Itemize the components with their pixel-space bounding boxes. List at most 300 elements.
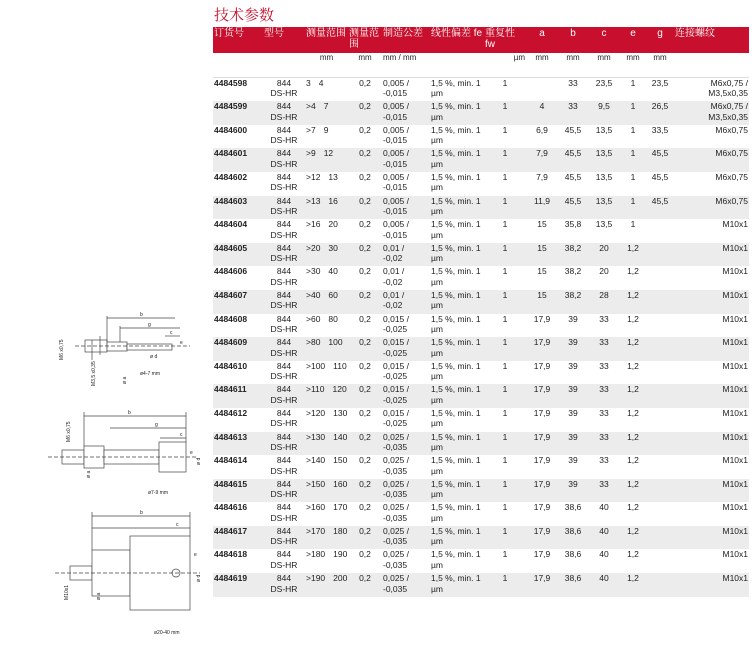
d1-thread-1: M6 x0,75 [59,339,65,360]
value-model2: DS-HR [270,253,298,264]
value-range2: 0,2 [359,549,371,560]
value-tol1: 0,015 / [383,313,409,324]
value-model1: 844 [276,266,292,277]
value-range2: 0,2 [359,313,371,324]
value-range2: 0,2 [359,219,371,230]
cell-e [620,101,646,125]
cell-linearity [430,101,484,125]
value-tol2: -0,035 [383,583,408,594]
cell-b [558,125,588,149]
unit-range: mm [305,53,348,77]
value-tol2: -0,02 [383,276,403,287]
value-tol1: 0,005 / [383,77,409,88]
cell-a [526,219,558,243]
value-tol2: -0,025 [383,418,408,429]
value-g: 26,5 [651,101,669,112]
value-lin1: 1,5 %, min. 1 [431,77,481,88]
cell-range-2 [348,408,382,432]
cell-order [213,337,263,361]
value-b: 39 [568,455,578,466]
cell-tolerance [382,243,430,267]
table-row [213,148,749,172]
cell-tolerance [382,290,430,314]
value-rmin: >40 [306,289,321,300]
cell-tolerance [382,196,430,220]
cell-g [646,172,674,196]
value-range2: 0,2 [359,478,371,489]
cell-b [558,573,588,597]
cell-a [526,290,558,314]
value-rmin: >170 [306,525,326,536]
cell-g [646,502,674,526]
cell-model [263,219,305,243]
value-tol1: 0,01 / [383,242,405,253]
value-rmin: >12 [306,171,321,182]
d1-thread-2: M3,5 x0,35 [91,361,97,386]
d3-label-b: b [140,510,143,516]
value-rmin: >4 [306,101,316,112]
cell-order [213,526,263,550]
cell-linearity [430,479,484,503]
cell-range [305,219,348,243]
value-t1: M10x1 [722,337,748,348]
value-rep: 1 [502,384,508,395]
header-range: 测量范围 [305,27,348,53]
cell-c [588,196,620,220]
value-range2: 0,2 [359,101,371,112]
value-tol1: 0,025 / [383,502,409,513]
value-model1: 844 [276,289,292,300]
value-rep: 1 [502,171,508,182]
cell-model [263,526,305,550]
value-b: 39 [568,337,578,348]
d3-label-e: e [194,552,197,558]
cell-e [620,196,646,220]
cell-a [526,172,558,196]
cell-a [526,549,558,573]
table-row [213,219,749,243]
cell-model [263,455,305,479]
header-a: a [526,27,558,53]
value-lin2: µm [431,418,443,429]
drawing-probe-small [75,316,190,360]
cell-c [588,290,620,314]
value-b: 45,5 [564,171,582,182]
value-e: 1 [630,124,636,135]
cell-repeatability [484,361,526,385]
cell-thread [674,290,749,314]
d3-label-d: ø d [196,574,202,582]
cell-b [558,432,588,456]
value-model2: DS-HR [270,88,298,99]
cell-repeatability [484,196,526,220]
value-a: 17,9 [533,360,551,371]
cell-b [558,196,588,220]
value-lin1: 1,5 %, min. 1 [431,360,481,371]
value-range2: 0,2 [359,266,371,277]
d2-label-e: e [190,450,193,456]
value-t1: M10x1 [722,242,748,253]
cell-c [588,432,620,456]
cell-c [588,384,620,408]
value-b: 38,6 [564,525,582,536]
value-rmax: 200 [333,573,348,584]
unit-c: mm [588,53,620,77]
value-model2: DS-HR [270,583,298,594]
cell-model [263,408,305,432]
cell-range-2 [348,125,382,149]
cell-e [620,243,646,267]
cell-linearity [430,196,484,220]
value-t2: M3,5x0,35 [708,88,748,99]
unit-e: mm [620,53,646,77]
cell-thread [674,243,749,267]
cell-c [588,101,620,125]
d3-label-c: c [176,522,179,528]
value-order: 4484611 [214,384,247,395]
value-rmax: 170 [333,502,348,513]
value-rmax: 60 [328,289,338,300]
cell-g [646,408,674,432]
unit-b: mm [558,53,588,77]
cell-model [263,243,305,267]
value-order: 4484618 [214,549,248,560]
value-rep: 1 [502,242,508,253]
value-rmax: 9 [323,124,329,135]
value-a: 17,9 [533,384,551,395]
unit-range-2: mm [348,53,382,77]
cell-linearity [430,172,484,196]
value-c: 13,5 [595,171,613,182]
value-order: 4484603 [214,195,248,206]
cell-thread [674,196,749,220]
cell-c [588,479,620,503]
table-row [213,573,749,597]
value-lin1: 1,5 %, min. 1 [431,384,481,395]
cell-repeatability [484,101,526,125]
value-lin2: µm [431,229,443,240]
value-rmax: 130 [333,407,348,418]
cell-c [588,148,620,172]
cell-order [213,148,263,172]
value-tol2: -0,015 [383,206,408,217]
cell-order [213,455,263,479]
value-e: 1,2 [627,360,639,371]
value-c: 9,5 [598,101,610,112]
value-rmin: >60 [306,313,321,324]
header-linearity: 线性偏差 fe [430,27,484,53]
cell-order [213,219,263,243]
value-a: 17,9 [533,478,551,489]
value-lin2: µm [431,135,443,146]
cell-range [305,526,348,550]
cell-repeatability [484,479,526,503]
cell-g [646,384,674,408]
d2-caption: ø7-9 mm [148,490,168,496]
value-e: 1,2 [627,289,639,300]
value-order: 4484612 [214,407,248,418]
table-row [213,502,749,526]
cell-e [620,502,646,526]
value-model1: 844 [276,77,292,88]
value-tol2: -0,015 [383,88,408,99]
cell-repeatability [484,243,526,267]
value-b: 39 [568,384,578,395]
value-rep: 1 [502,478,508,489]
cell-linearity [430,148,484,172]
cell-thread [674,502,749,526]
value-lin1: 1,5 %, min. 1 [431,289,481,300]
cell-order [213,432,263,456]
value-rep: 1 [502,455,508,466]
value-lin1: 1,5 %, min. 1 [431,313,481,324]
cell-g [646,479,674,503]
cell-range-2 [348,384,382,408]
value-rep: 1 [502,313,508,324]
value-g: 23,5 [651,77,669,88]
table-row [213,384,749,408]
value-rep: 1 [502,101,508,112]
cell-c [588,219,620,243]
cell-range [305,266,348,290]
cell-tolerance [382,361,430,385]
d2-label-a: ø a [86,470,92,478]
value-rmax: 80 [328,313,338,324]
value-order: 4484604 [214,219,248,230]
value-b: 39 [568,431,578,442]
value-tol1: 0,025 / [383,478,409,489]
cell-e [620,266,646,290]
cell-model [263,266,305,290]
value-model1: 844 [276,195,292,206]
cell-b [558,290,588,314]
cell-model [263,502,305,526]
cell-range [305,361,348,385]
cell-g [646,314,674,338]
value-model1: 844 [276,219,292,230]
value-c: 40 [599,549,609,560]
cell-range [305,196,348,220]
table-row [213,314,749,338]
value-lin2: µm [431,324,443,335]
table-row [213,526,749,550]
cell-repeatability [484,432,526,456]
value-c: 33 [599,455,609,466]
cell-model [263,549,305,573]
cell-b [558,148,588,172]
cell-tolerance [382,266,430,290]
value-model1: 844 [276,431,292,442]
value-model1: 844 [276,360,292,371]
value-model1: 844 [276,337,292,348]
cell-b [558,101,588,125]
value-rmax: 160 [333,478,348,489]
cell-c [588,125,620,149]
cell-range-2 [348,337,382,361]
value-t1: M6x0,75 / [710,101,748,112]
value-rep: 1 [502,407,508,418]
value-lin2: µm [431,536,443,547]
unit-repeatability: µm [484,53,526,77]
value-tol2: -0,02 [383,253,403,264]
cell-range [305,243,348,267]
cell-b [558,361,588,385]
cell-thread [674,526,749,550]
value-order: 4484606 [214,266,248,277]
value-model1: 844 [276,407,292,418]
header-e: e [620,27,646,53]
value-tol1: 0,025 / [383,573,409,584]
header-b: b [558,27,588,53]
value-model2: DS-HR [270,324,298,335]
value-model2: DS-HR [270,489,298,500]
value-rep: 1 [502,124,508,135]
value-range2: 0,2 [359,148,371,159]
cell-b [558,549,588,573]
value-range2: 0,2 [359,360,371,371]
table-row [213,101,749,125]
cell-linearity [430,502,484,526]
cell-a [526,526,558,550]
value-rep: 1 [502,289,508,300]
cell-c [588,314,620,338]
value-e: 1,2 [627,313,639,324]
cell-b [558,479,588,503]
cell-thread [674,337,749,361]
d2-label-c: c [180,432,183,438]
d1-label-c: c [170,330,173,336]
cell-c [588,337,620,361]
value-model2: DS-HR [270,465,298,476]
table-row [213,455,749,479]
cell-e [620,573,646,597]
cell-tolerance [382,101,430,125]
value-b: 45,5 [564,148,582,159]
cell-c [588,77,620,101]
value-c: 13,5 [595,124,613,135]
cell-range [305,455,348,479]
cell-tolerance [382,125,430,149]
value-t1: M10x1 [722,384,748,395]
value-t1: M10x1 [722,289,748,300]
units-row [213,53,749,77]
value-rmin: 3 [306,77,311,88]
cell-repeatability [484,219,526,243]
value-rep: 1 [502,502,508,513]
value-tol1: 0,015 / [383,337,409,348]
cell-g [646,526,674,550]
value-lin2: µm [431,300,443,311]
cell-order [213,384,263,408]
value-t1: M10x1 [722,313,748,324]
cell-order [213,549,263,573]
value-t1: M10x1 [722,266,748,277]
cell-e [620,549,646,573]
value-rep: 1 [502,77,508,88]
cell-range [305,384,348,408]
cell-a [526,573,558,597]
cell-thread [674,361,749,385]
value-model1: 844 [276,124,292,135]
value-b: 35,8 [564,219,582,230]
cell-range-2 [348,455,382,479]
cell-e [620,219,646,243]
cell-tolerance [382,526,430,550]
value-rmin: >160 [306,502,326,513]
value-e: 1 [630,171,636,182]
value-e: 1,2 [627,573,639,584]
value-rmin: >190 [306,573,326,584]
value-tol1: 0,025 / [383,525,409,536]
value-tol2: -0,035 [383,536,408,547]
cell-range [305,172,348,196]
cell-g [646,125,674,149]
value-rep: 1 [502,195,508,206]
cell-model [263,172,305,196]
cell-order [213,101,263,125]
value-model2: DS-HR [270,394,298,405]
value-model1: 844 [276,171,292,182]
value-lin1: 1,5 %, min. 1 [431,101,481,112]
value-rep: 1 [502,148,508,159]
cell-a [526,502,558,526]
cell-g [646,101,674,125]
value-a: 17,9 [533,573,551,584]
cell-range-2 [348,314,382,338]
value-b: 45,5 [564,124,582,135]
cell-a [526,361,558,385]
cell-thread [674,573,749,597]
value-lin1: 1,5 %, min. 1 [431,573,481,584]
value-range2: 0,2 [359,124,371,135]
value-c: 33 [599,313,609,324]
value-range2: 0,2 [359,407,371,418]
cell-e [620,526,646,550]
value-g: 45,5 [651,148,669,159]
value-rep: 1 [502,549,508,560]
value-e: 1,2 [627,407,639,418]
cell-b [558,337,588,361]
value-a: 17,9 [533,431,551,442]
cell-g [646,549,674,573]
value-tol1: 0,005 / [383,101,409,112]
value-rmin: >110 [306,384,325,395]
cell-repeatability [484,408,526,432]
cell-range-2 [348,101,382,125]
value-order: 4484615 [214,478,248,489]
cell-range-2 [348,432,382,456]
cell-thread [674,77,749,101]
value-order: 4484601 [214,148,248,159]
cell-e [620,337,646,361]
cell-range-2 [348,243,382,267]
cell-repeatability [484,455,526,479]
cell-model [263,361,305,385]
value-a: 17,9 [533,549,551,560]
cell-range [305,77,348,101]
cell-linearity [430,243,484,267]
value-tol1: 0,025 / [383,431,409,442]
value-range2: 0,2 [359,337,371,348]
value-rep: 1 [502,219,508,230]
cell-e [620,125,646,149]
cell-range-2 [348,573,382,597]
cell-a [526,479,558,503]
value-tol2: -0,015 [383,135,408,146]
cell-range-2 [348,148,382,172]
value-c: 33 [599,384,609,395]
value-t1: M10x1 [722,455,748,466]
